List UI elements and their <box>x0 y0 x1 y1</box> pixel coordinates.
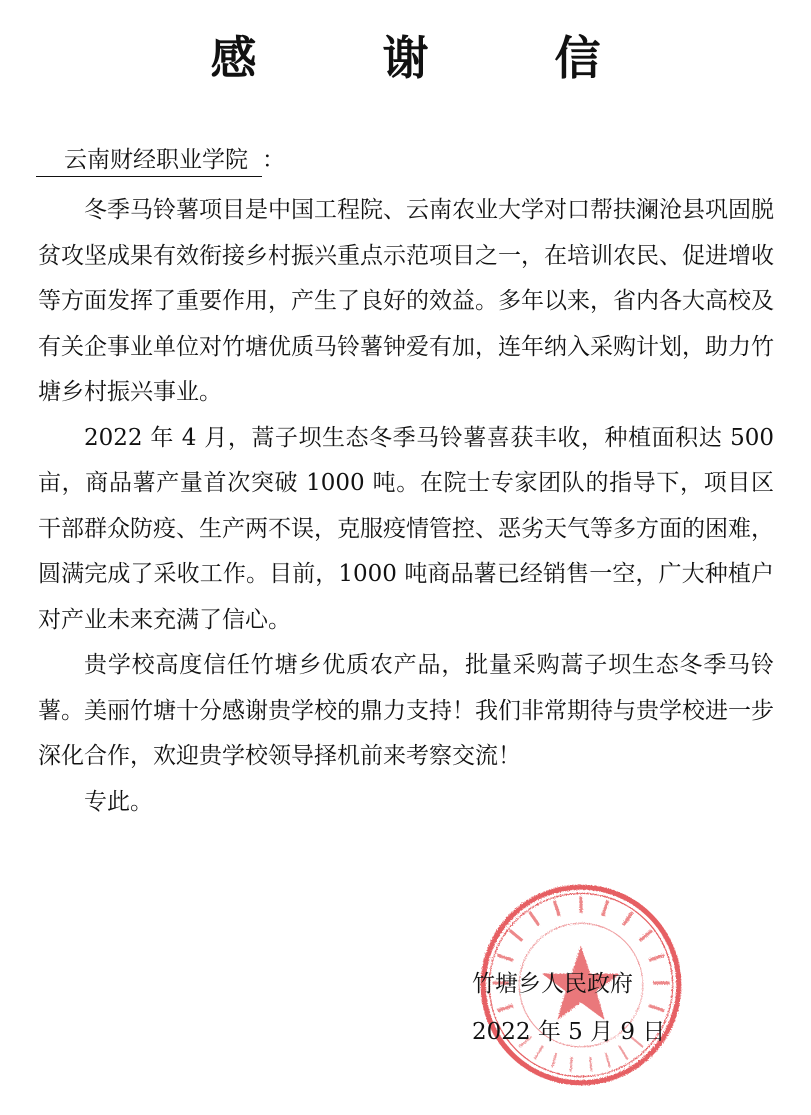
signing-date: 2022 年 5 月 9 日 <box>472 1019 666 1045</box>
closing-line: 专此。 <box>84 788 153 815</box>
salutation <box>36 142 285 178</box>
letter-body <box>38 188 774 825</box>
body-paragraph-3: 贵学校高度信任竹塘乡优质农产品，批量采购蒿子坝生态冬季马铃薯。美丽竹塘十分感谢贵学校的鼎力支持！我们非常期待与贵学校进一步深化合作，欢迎贵学校领导择机前来考察交流！ <box>38 652 774 769</box>
signing-organization: 竹塘乡人民政府 <box>472 971 633 997</box>
body-paragraph-2: 2022 年 4 月，蒿子坝生态冬季马铃薯喜获丰收，种植面积达 500 亩，商品薯产量首次突破 1000 吨。在院士专家团队的指导下，项目区干部群众防疫、生产两不误，克服疫情管控、恶劣天气等多方面的困难，圆满完成了采收工作。目前，1000 吨商品薯已经销售一空，广大种植户对产业未来充满了信心。 <box>38 424 774 633</box>
recipient-name: 云南财经职业学院 <box>36 144 262 177</box>
signature-block <box>468 960 665 1056</box>
salutation-colon: ： <box>262 147 285 173</box>
letter-title: 感 谢 信 <box>210 31 641 85</box>
body-paragraph-1: 冬季马铃薯项目是中国工程院、云南农业大学对口帮扶澜沧县巩固脱贫攻坚成果有效衔接乡村振兴重点示范项目之一，在培训农民、促进增收等方面发挥了重要作用，产生了良好的效益。多年以来，省内各大高校及有关企事业单位对竹塘优质马铃薯钟爱有加，连年纳入采购计划，助力竹塘乡村振兴事业。 <box>38 197 774 405</box>
